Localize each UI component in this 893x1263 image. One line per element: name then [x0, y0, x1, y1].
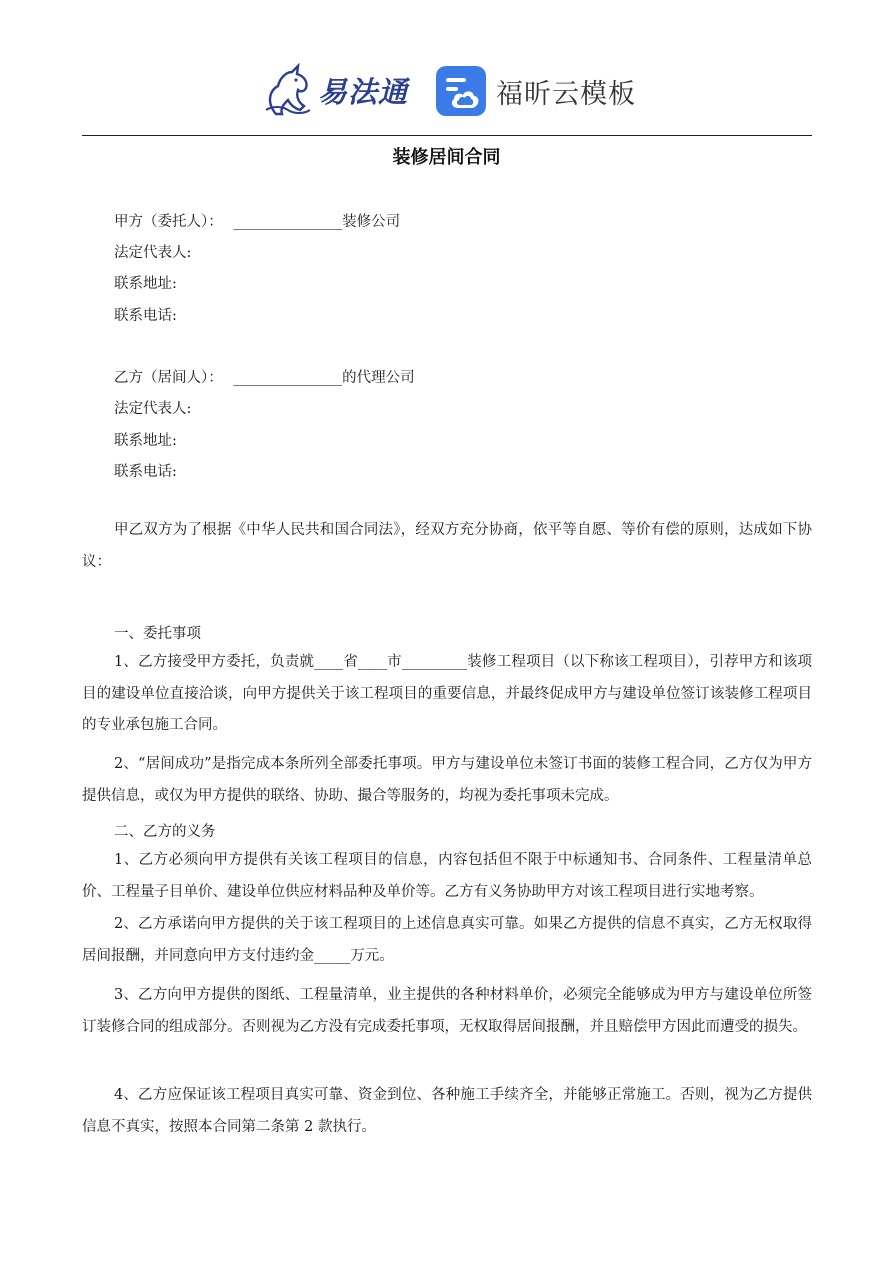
party-b-suffix: 的代理公司 [342, 370, 415, 386]
party-a-suffix: 装修公司 [342, 214, 401, 230]
party-b-phone: 联系电话: [114, 464, 177, 480]
section-2-clause-4: 4、乙方应保证该工程项目真实可靠、资金到位、各种施工手续齐全，并能够正常施工。否则，视为乙方提供信息不真实，按照本合同第二条第 2 款执行。 [82, 1087, 812, 1135]
party-a-representative: 法定代表人: [114, 245, 192, 261]
foxit-logo-text: 福昕云模板 [496, 78, 636, 110]
section-1-clause-2: 2、“居间成功”是指完成本条所列全部委托事项。甲方与建设单位未签订书面的装修工程合同，乙方仅为甲方提供信息，或仅为甲方提供的联络、协助、撮合等服务的，均视为委托事项未完成。 [82, 756, 812, 804]
party-a-phone: 联系电话: [114, 308, 177, 324]
header-divider [82, 135, 812, 136]
section-2-heading: 二、乙方的义务 [114, 824, 216, 840]
preamble-paragraph: 甲乙双方为了根据《中华人民共和国合同法》，经双方充分协商，依平等自愿、等价有偿的原则，达成如下协议： [82, 522, 812, 570]
section-1-clause-1: 1、乙方接受甲方委托，负责就____省____市_________装修工程项目（以下称该工程项目），引荐甲方和该项目的建设单位直接洽谈，向甲方提供关于该工程项目的重要信息，并最终促成甲方与建设单位签订该装修工程项目的专业承包施工合同。 [82, 654, 812, 733]
party-b-blank: _______________ [233, 370, 343, 386]
party-a-blank: _______________ [233, 214, 343, 230]
section-1-heading: 一、委托事项 [114, 626, 201, 642]
party-a-line [114, 210, 400, 231]
yifatong-logo-text: 易法通 [318, 74, 409, 109]
section-2-clause-1: 1、乙方必须向甲方提供有关该工程项目的信息，内容包括但不限于中标通知书、合同条件、工程量清单总价、工程量子目单价、建设单位供应材料品种及单价等。乙方有义务协助甲方对该工程项目进行实地考察。 [82, 852, 812, 900]
party-a-label: 甲方（委托人）： [114, 214, 223, 230]
cloud-document-icon [436, 66, 486, 116]
yifatong-logo [262, 62, 408, 118]
party-b-address: 联系地址: [114, 433, 177, 449]
party-b-label: 乙方（居间人）： [114, 370, 223, 386]
foxit-cloud-template-logo [436, 66, 636, 116]
party-a-address: 联系地址: [114, 276, 177, 292]
section-2-clause-3: 3、乙方向甲方提供的图纸、工程量清单，业主提供的各种材料单价，必须完全能够成为甲方与建设单位所签订装修合同的组成部分。否则视为乙方没有完成委托事项，无权取得居间报酬，并且赔偿甲方因此而遭受的损失。 [82, 987, 812, 1035]
unicorn-logo-icon [262, 62, 314, 118]
document-title: 装修居间合同 [392, 147, 501, 168]
party-b-representative: 法定代表人: [114, 401, 192, 417]
section-2-clause-2: 2、乙方承诺向甲方提供的关于该工程项目的上述信息真实可靠。如果乙方提供的信息不真实，乙方无权取得居间报酬，并同意向甲方支付违约金_____万元。 [82, 916, 812, 964]
document-header [0, 56, 893, 126]
party-b-line [114, 366, 415, 387]
